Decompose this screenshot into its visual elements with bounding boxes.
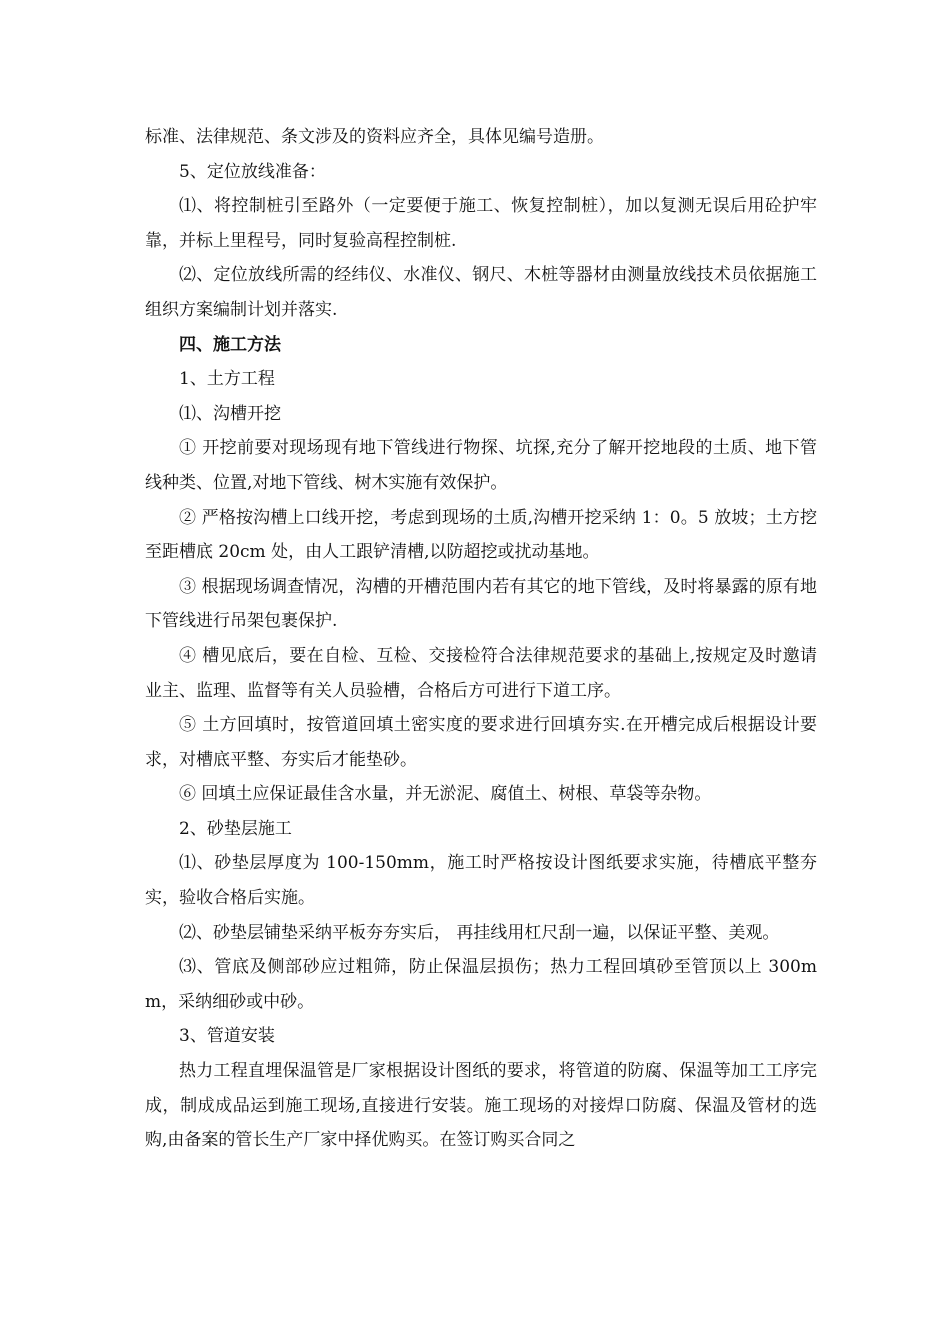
item-excavation-2: ② 严格按沟槽上口线开挖，考虑到现场的土质,沟槽开挖采纳 1：0。5 放坡；土方挖至距槽底 20cm 处，由人工跟铲清槽,以防超挖或扰动基地。: [145, 507, 817, 563]
item-sand-2: ⑵、砂垫层铺垫采纳平板夯夯实后， 再挂线用杠尺刮一遍，以保证平整、美观。: [179, 922, 780, 943]
subheading-pipe-installation: 3、管道安装: [179, 1026, 275, 1047]
item-control-piles: ⑴、将控制桩引至路外（一定要便于施工、恢复控制桩），加以复测无误后用砼护牢靠，并标上里程号，同时复验高程控制桩.: [145, 196, 817, 251]
item-excavation-5: ⑤ 土方回填时，按管道回填土密实度的要求进行回填夯实.在开槽完成后根据设计要求，对槽底平整、夯实后才能垫砂。: [145, 715, 817, 770]
subheading-earthwork: 1、土方工程: [179, 369, 275, 390]
item-excavation-1: ① 开挖前要对现场现有地下管线进行物探、坑探,充分了解开挖地段的土质、地下管线种类、位置,对地下管线、树木实施有效保护。: [145, 438, 817, 493]
item-excavation-6: ⑥ 回填土应保证最佳含水量，并无淤泥、腐值土、树根、草袋等杂物。: [179, 784, 712, 805]
subheading-trench-excavation: ⑴、沟槽开挖: [179, 403, 281, 424]
item-sand-3: ⑶、管底及侧部砂应过粗筛，防止保温层损伤；热力工程回填砂至管顶以上 300mm，采纳细砂或中砂。: [145, 957, 817, 1012]
section-heading-construction-method: 四、施工方法: [179, 334, 281, 355]
item-excavation-3: ③ 根据现场调查情况，沟槽的开槽范围内若有其它的地下管线，及时将暴露的原有地下管线进行吊架包裹保护.: [145, 576, 817, 632]
item-sand-1: ⑴、砂垫层厚度为 100-150mm，施工时严格按设计图纸要求实施，待槽底平整夯实，验收合格后实施。: [145, 853, 817, 909]
item-excavation-4: ④ 槽见底后，要在自检、互检、交接检符合法律规范要求的基础上,按规定及时邀请业主、监理、监督等有关人员验槽，合格后方可进行下道工序。: [145, 645, 817, 701]
subheading-sand-cushion: 2、砂垫层施工: [179, 818, 292, 839]
paragraph-pipe-installation: 热力工程直埋保温管是厂家根据设计图纸的要求，将管道的防腐、保温等加工工序完成，制成成品运到施工现场,直接进行安装。施工现场的对接焊口防腐、保温及管材的选购,由备案的管长生产厂家中择优购买。在签订购买合同之: [145, 1061, 817, 1151]
document-body: [145, 120, 817, 1158]
item-5-positioning-prep: 5、定位放线准备：: [179, 161, 326, 182]
paragraph-materials: 标准、法律规范、条文涉及的资料应齐全，具体见编号造册。: [145, 127, 604, 147]
item-survey-instruments: ⑵、定位放线所需的经纬仪、水准仪、钢尺、木桩等器材由测量放线技术员依据施工组织方案编制计划并落实.: [145, 265, 817, 320]
